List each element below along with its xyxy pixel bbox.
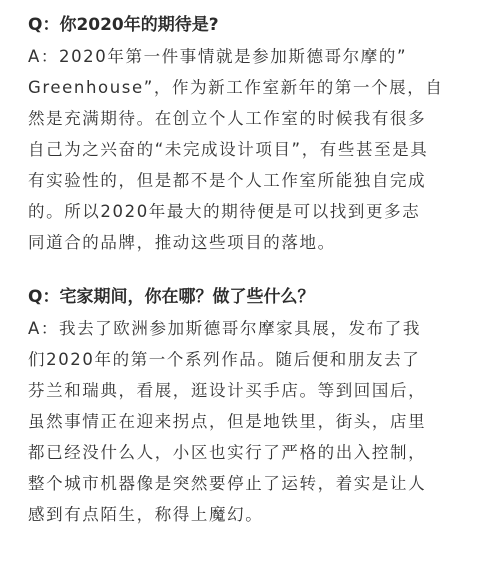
answer-line: 芬兰和瑞典，看展，逛设计买手店。等到回国后， — [28, 381, 427, 400]
question-heading: Q：宅家期间，你在哪？做了些什么？ — [28, 287, 315, 307]
answer-line: 们2020年的第一个系列作品。随后便和朋友去了 — [28, 350, 421, 369]
answer-line: 的。所以2020年最大的期待便是可以找到更多志 — [28, 202, 421, 221]
question-heading: Q：你2020年的期待是? — [28, 15, 219, 35]
answer-line: 整个城市机器像是突然要停止了运转，着实是让人 — [28, 474, 427, 493]
answer-line: 同道合的品牌，推动这些项目的落地。 — [28, 233, 336, 252]
answer-line: Greenhouse”，作为新工作室新年的第一个展，自 — [28, 78, 444, 97]
qa-block-expectation — [28, 10, 452, 258]
qa-block-quarantine — [28, 282, 452, 530]
answer-paragraph — [28, 41, 452, 258]
answer-line: 感到有点陌生，称得上魔幻。 — [28, 505, 264, 524]
answer-line: 都已经没什么人，小区也实行了严格的出入控制， — [28, 443, 427, 462]
answer-paragraph — [28, 313, 452, 530]
answer-line: 然是充满期待。在创立个人工作室的时候我有很多 — [28, 109, 427, 128]
answer-line: 自己为之兴奋的“未完成设计项目”，有些甚至是具 — [28, 140, 429, 159]
answer-line: A：2020年第一件事情就是参加斯德哥尔摩的” — [28, 47, 408, 66]
answer-line: 虽然事情正在迎来拐点，但是地铁里，街头，店里 — [28, 412, 427, 431]
answer-line: A：我去了欧洲参加斯德哥尔摩家具展，发布了我 — [28, 319, 421, 338]
answer-line: 有实验性的，但是都不是个人工作室所能独自完成 — [28, 171, 427, 190]
